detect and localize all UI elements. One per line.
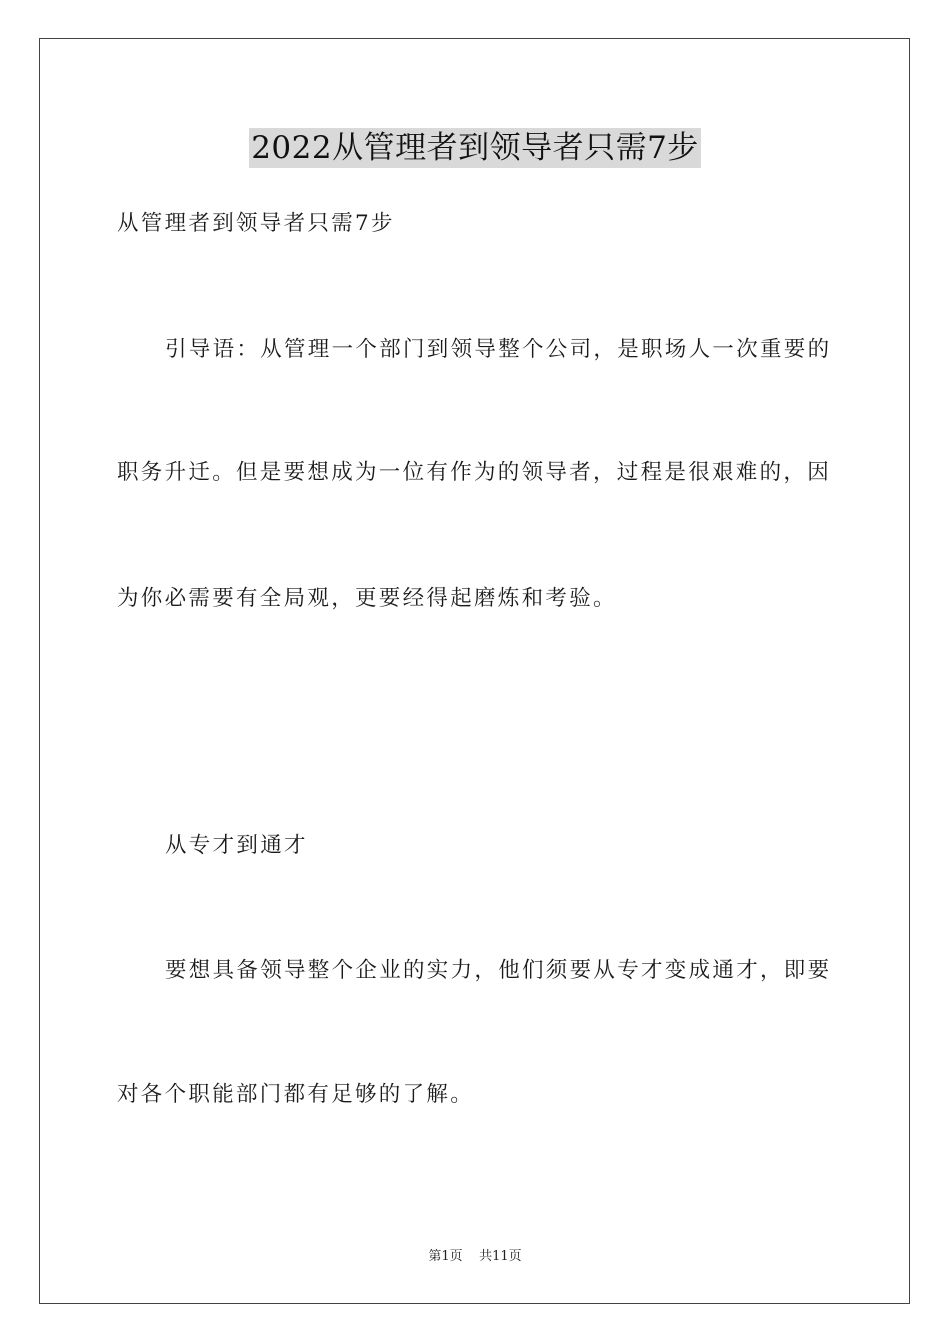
body-line-2: 对各个职能部门都有足够的了解。 <box>117 1082 475 1107</box>
intro-line-1: 引导语：从管理一个部门到领导整个公司，是职场人一次重要的 <box>165 337 832 362</box>
intro-line-3: 为你必需要有全局观，更要经得起磨炼和考验。 <box>117 586 617 611</box>
page-number: 第1页 <box>428 1249 463 1264</box>
page-footer <box>0 1248 950 1266</box>
intro-line-2: 职务升迁。但是要想成为一位有作为的领导者，过程是很艰难的，因 <box>117 460 832 485</box>
body-line-1: 要想具备领导整个企业的实力，他们须要从专才变成通才，即要 <box>165 958 832 983</box>
title-container <box>0 128 950 168</box>
page-count: 共11页 <box>479 1249 522 1264</box>
section-heading: 从专才到通才 <box>165 833 308 858</box>
document-title: 2022从管理者到领导者只需7步 <box>251 130 699 166</box>
document-subtitle: 从管理者到领导者只需7步 <box>117 211 395 236</box>
